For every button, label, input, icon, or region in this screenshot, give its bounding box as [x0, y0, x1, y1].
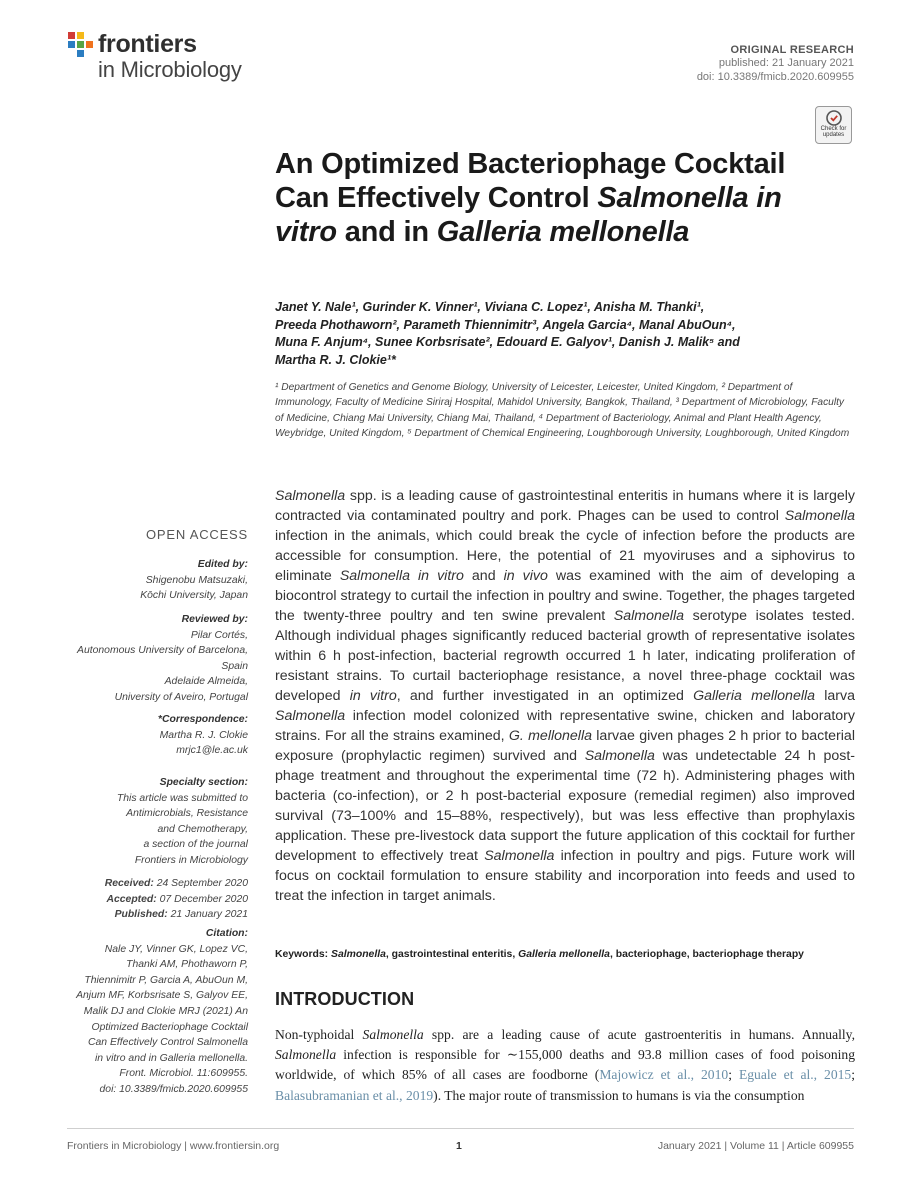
- title-part: and in: [336, 216, 437, 248]
- article-meta: [697, 44, 854, 84]
- logo-journal-name: in Microbiology: [98, 57, 242, 82]
- dates-section: [60, 876, 248, 923]
- abstract-italic: Salmonella in vitro: [339, 568, 464, 584]
- intro-text: infection is responsible for ∼155,000 deaths and 93.8 million cases of food poisoning worldwide, of which 85% of all cases are foodborne (: [275, 1047, 855, 1083]
- intro-text: ). The major route of transmission to humans is via the consumption: [433, 1087, 805, 1103]
- abstract-italic: Salmonella: [484, 848, 555, 864]
- specialty-line: Antimicrobials, Resistance: [126, 808, 248, 820]
- citation-line: Front. Microbiol. 11:609955.: [119, 1068, 248, 1080]
- published-date: [60, 907, 248, 923]
- editor-affiliation: Kōchi University, Japan: [140, 590, 248, 602]
- author-line: Janet Y. Nale¹, Gurinder K. Vinner¹, Viviana C. Lopez¹, Anisha M. Thanki¹,: [275, 300, 705, 314]
- accepted-date: [60, 892, 248, 908]
- keyword-italic: Salmonella: [331, 949, 386, 960]
- author-line: Preeda Phothaworn², Parameth Thiennimitr³, Angela Garcia⁴, Manal AbuOun⁴,: [275, 317, 736, 332]
- citation-line: Nale JY, Vinner GK, Lopez VC,: [104, 943, 248, 955]
- abstract-text: spp. is a leading cause of gastrointestinal enteritis in humans where it is largely contracted via contaminated poultry and pork. Phages can be used to control: [275, 488, 855, 524]
- citation-link[interactable]: Eguale et al., 2015: [738, 1067, 852, 1083]
- abstract-text: infection in the animals, which could break the cycle of infection before the products are accessible for consumption. Here, the potential of 21 myoviruses and a siphovirus to eliminate: [275, 528, 855, 584]
- reviewed-by-section: [60, 612, 248, 706]
- abstract-italic: in vitro: [349, 688, 397, 704]
- keyword-italic: Galleria mellonella: [518, 949, 610, 960]
- abstract-italic: Salmonella: [584, 748, 655, 764]
- footer-issue: January 2021 | Volume 11 | Article 609955: [657, 1140, 854, 1152]
- check-for-updates-icon: [826, 110, 842, 126]
- intro-italic: Salmonella: [362, 1027, 424, 1042]
- logo-name: frontiers: [98, 30, 197, 58]
- keyword-text: , bacteriophage, bacteriophage therapy: [609, 949, 804, 960]
- title-italic: Galleria mellonella: [436, 216, 690, 248]
- abstract-text: was examined with the aim of developing a biocontrol strategy to curtail the infection in poultry and swine. Together, the phages targeted the twenty-three poultry and ten swine prevalent: [275, 568, 855, 624]
- abstract-text: larvae given phages 2 h prior to bacterial exposure (prophylactic regimen) survived and: [275, 728, 855, 764]
- abstract-italic: G. mellonella: [508, 728, 592, 744]
- specialty-heading: Specialty section:: [159, 777, 248, 788]
- specialty-line: This article was submitted to: [116, 792, 248, 804]
- frontiers-logo-icon: [66, 30, 96, 60]
- page-number: 1: [456, 1140, 462, 1152]
- article-doi[interactable]: doi: 10.3389/fmicb.2020.609955: [696, 71, 854, 83]
- article-type: ORIGINAL RESEARCH: [730, 44, 854, 56]
- intro-text: ;: [851, 1067, 855, 1083]
- title-italic: Salmonella in vitro: [275, 182, 782, 248]
- badge-line-1: Check for: [820, 126, 847, 132]
- reviewer-line: Autonomous University of Barcelona,: [77, 645, 248, 657]
- badge-line-2: updates: [822, 132, 845, 138]
- keywords: [275, 948, 855, 962]
- title-part: An Optimized Bacteriophage Cocktail Can Effectively Control: [275, 148, 786, 214]
- abstract-italic: Salmonella: [613, 608, 684, 624]
- citation-line: Anjum MF, Korbsrisate S, Galyov EE,: [76, 990, 248, 1002]
- specialty-line: Frontiers in Microbiology: [134, 854, 248, 866]
- citation-link[interactable]: Majowicz et al., 2010: [599, 1067, 729, 1083]
- introduction-paragraph: [275, 1025, 855, 1106]
- abstract-italic: Salmonella: [784, 508, 855, 524]
- received-value: 24 September 2020: [153, 878, 248, 889]
- publish-date: published: 21 January 2021: [718, 57, 854, 69]
- reviewed-by-heading: Reviewed by:: [181, 614, 248, 625]
- published-value: 21 January 2021: [167, 909, 248, 921]
- correspondence-section: [60, 712, 248, 759]
- keyword-text: , gastrointestinal enteritis,: [385, 949, 519, 960]
- open-access-label: OPEN ACCESS: [146, 527, 248, 542]
- abstract-text: and: [463, 568, 504, 584]
- abstract: [275, 486, 855, 906]
- abstract-text: , and further investigated in an optimized: [396, 688, 694, 704]
- abstract-text: infection in poultry and pigs. Future work will focus on cocktail formulation to ensure stability and incorporation into feeds and used to treat the infection in target animals.: [275, 848, 855, 904]
- citation-link[interactable]: Balasubramanian et al., 2019: [275, 1087, 434, 1103]
- introduction-heading: INTRODUCTION: [275, 989, 415, 1009]
- edited-by-heading: Edited by:: [197, 559, 248, 570]
- intro-text: Non-typhoidal: [275, 1027, 363, 1042]
- abstract-text: was undetectable 24 h post-phage treatment and throughout the experimental time (72 h). Administering phages with bacteria (co-infection), or 2 h post-bacterial exposure (remedial regimen) also improved survival (73–100% and 15–88%, respectively), but was less effective than prophylaxis application. These pre-livestock data support the future application of this cocktail for further development to effectively treat: [275, 748, 855, 864]
- correspondence-heading: *Correspondence:: [157, 714, 248, 725]
- author-line: Muna F. Anjum⁴, Sunee Korbsrisate², Edouard E. Galyov¹, Danish J. Malik⁵ and: [275, 335, 740, 349]
- intro-text: spp. are a leading cause of acute gastroenteritis in humans. Annually,: [423, 1027, 855, 1042]
- reviewer-line: Spain: [221, 660, 248, 672]
- reviewer-line: Adelaide Almeida,: [164, 676, 248, 688]
- abstract-italic: Salmonella: [275, 708, 346, 724]
- keywords-label: Keywords:: [275, 949, 332, 960]
- citation-section: [60, 926, 248, 1098]
- reviewer-line: Pilar Cortés,: [190, 629, 248, 641]
- abstract-italic: Salmonella: [275, 488, 346, 504]
- check-for-updates-badge[interactable]: [815, 106, 852, 144]
- accepted-value: 07 December 2020: [156, 893, 248, 905]
- citation-line: in vitro and in Galleria mellonella.: [94, 1052, 248, 1064]
- received-label: Received:: [104, 878, 154, 889]
- reviewer-line: University of Aveiro, Portugal: [114, 691, 248, 703]
- specialty-line: and Chemotherapy,: [157, 823, 248, 835]
- abstract-text: larva: [815, 688, 856, 704]
- edited-by-section: [60, 557, 248, 604]
- abstract-text: serotype isolates tested. Although individual phages significantly reduced bacterial growth of representative isolates within 6 h post-infection, bacterial regrowth occurred 1 h later, indicating proliferation of resistant strains. To curtail bacteriophage resistance, a novel three-phage cocktail was developed: [275, 608, 855, 704]
- citation-doi[interactable]: doi: 10.3389/fmicb.2020.609955: [99, 1083, 248, 1095]
- published-label: Published:: [114, 909, 168, 921]
- received-date: [60, 876, 248, 892]
- footer-journal[interactable]: Frontiers in Microbiology | www.frontiersin.org: [67, 1140, 280, 1152]
- affiliations: ¹ Department of Genetics and Genome Biology, University of Leicester, Leicester, United Kingdom, ² Department of Immunology, Faculty of Medicine Siriraj Hospital, Mahidol University, Bangkok, Thailand, ³ Department of Microbiology, Faculty of Medicine, Chiang Mai University, Chiang Mai, Thailand, ⁴ Department of Bacteriology, Animal and Plant Health Agency, Weybridge, United Kingdom, ⁵ Department of Chemical Engineering, Loughborough University, Loughborough, United Kingdom: [275, 382, 850, 439]
- abstract-italic: Galleria mellonella: [693, 688, 816, 704]
- author-list: [275, 299, 835, 369]
- citation-line: Can Effectively Control Salmonella: [88, 1037, 248, 1049]
- correspondence-email[interactable]: mrjc1@le.ac.uk: [176, 745, 248, 757]
- intro-text: ;: [728, 1067, 739, 1083]
- journal-logo[interactable]: [66, 30, 266, 86]
- correspondence-name: Martha R. J. Clokie: [159, 729, 248, 741]
- specialty-line: a section of the journal: [143, 839, 248, 851]
- citation-line: Optimized Bacteriophage Cocktail: [91, 1021, 248, 1033]
- abstract-text: infection model colonized with representative swine, chicken and laboratory strains. For all the strains examined,: [275, 708, 855, 744]
- intro-italic: Salmonella: [275, 1047, 337, 1063]
- citation-heading: Citation:: [205, 928, 248, 939]
- specialty-section: [60, 775, 248, 869]
- author-line: Martha R. J. Clokie¹*: [275, 352, 396, 367]
- citation-line: Thanki AM, Phothaworn P,: [126, 959, 248, 971]
- article-title: [275, 147, 835, 249]
- citation-line: Malik DJ and Clokie MRJ (2021) An: [83, 1005, 248, 1017]
- accepted-label: Accepted:: [106, 893, 157, 905]
- footer-divider: [67, 1128, 854, 1129]
- editor-name: Shigenobu Matsuzaki,: [145, 574, 248, 586]
- abstract-italic: in vivo: [503, 568, 548, 584]
- citation-line: Thiennimitr P, Garcia A, AbuOun M,: [84, 974, 248, 986]
